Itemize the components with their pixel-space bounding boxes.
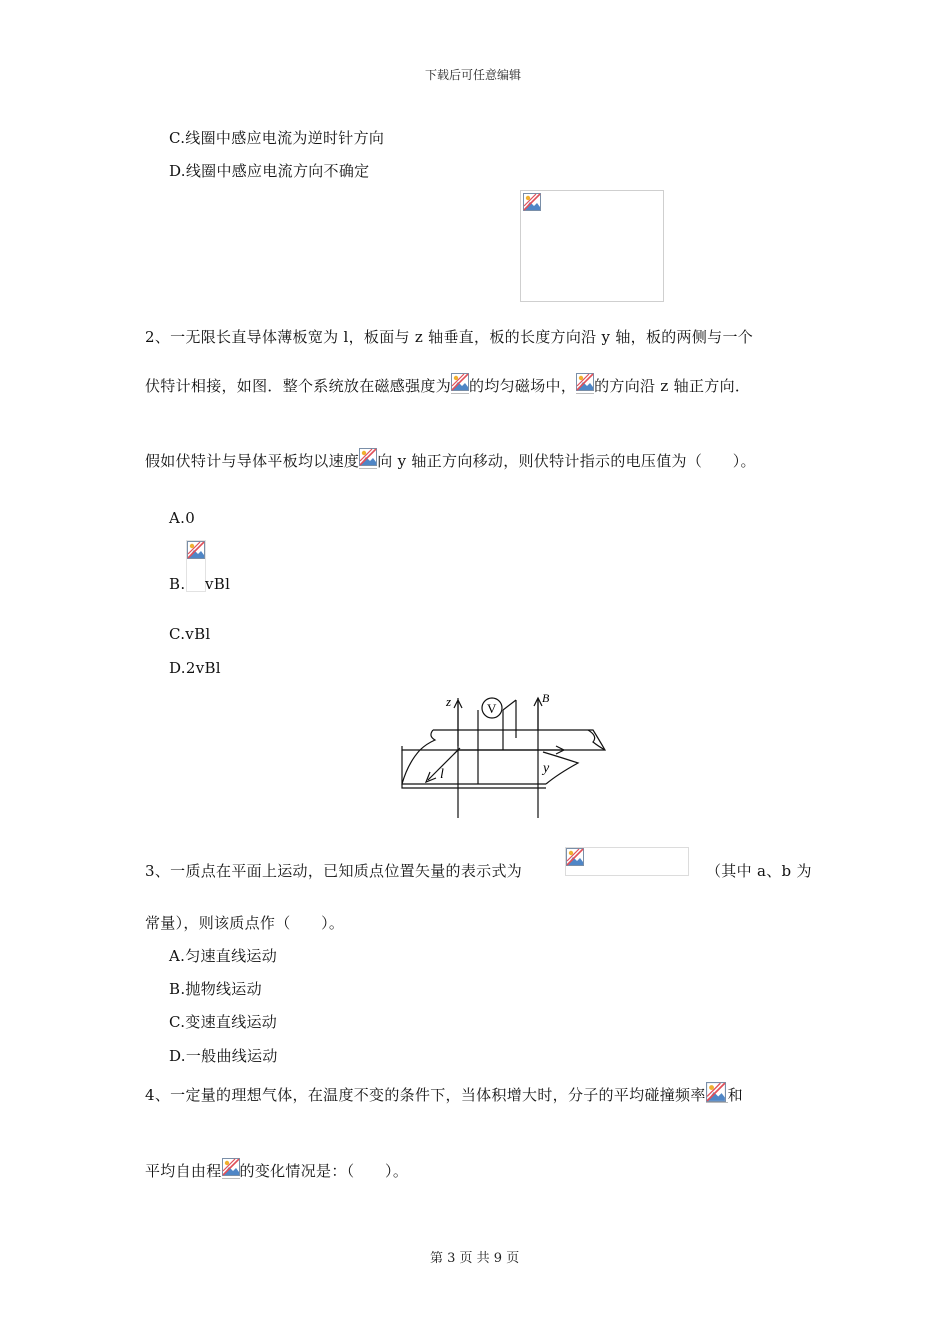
- q3-line1-b: （其中 a、b 为: [706, 862, 812, 880]
- q3-option-d: D.一般曲线运动: [169, 1047, 278, 1065]
- broken-image-icon: [566, 848, 584, 866]
- q3-line2: 常量），则该质点作（ ）。: [145, 914, 345, 932]
- q4-line1: [145, 1082, 743, 1105]
- q2-line3-a: 假如伏特计与导体平板均以速度: [145, 452, 360, 470]
- q2-line2-a: 伏特计相接，如图．整个系统放在磁感强度为: [145, 377, 452, 395]
- q2-option-a: A.0: [169, 509, 196, 527]
- q3-option-b: B.抛物线运动: [169, 980, 262, 998]
- q4-line1-b: 和: [727, 1086, 743, 1104]
- broken-image-icon: [576, 373, 594, 394]
- broken-image-icon: [451, 373, 469, 394]
- q1-option-d: D.线圈中感应电流方向不确定: [169, 162, 370, 180]
- q3-option-a: A.匀速直线运动: [169, 947, 278, 965]
- l-label: l: [440, 767, 444, 782]
- q2-line3: [145, 448, 756, 471]
- z-axis-label: z: [446, 694, 452, 709]
- q2-line2-b: 的均匀磁场中，: [469, 377, 577, 395]
- q2-line2-c: 的方向沿 z 轴正方向．: [594, 377, 751, 395]
- q4-line1-a: 4、一定量的理想气体，在温度不变的条件下，当体积增大时，分子的平均碰撞频率: [145, 1086, 706, 1104]
- q2-option-b-image: [186, 540, 206, 592]
- b-field-label: B: [542, 691, 550, 705]
- q2-line3-b: 向 y 轴正方向移动，则伏特计指示的电压值为（ ）。: [377, 452, 756, 470]
- page-footer: 第 3 页 共 9 页: [430, 1251, 520, 1266]
- q4-line2-b: 的变化情况是：（ ）。: [239, 1162, 409, 1180]
- broken-image-icon: [706, 1082, 728, 1103]
- q3-option-c: C.变速直线运动: [169, 1013, 278, 1031]
- q1-option-c: C.线圈中感应电流为逆时针方向: [169, 129, 385, 147]
- broken-image-icon: [359, 448, 377, 469]
- page-header: 下载后可任意编辑: [425, 68, 522, 82]
- broken-image-icon: [222, 1158, 240, 1179]
- q3-line1-a: 3、一质点在平面上运动，已知质点位置矢量的表示式为: [145, 862, 523, 880]
- q2-option-b-prefix: B.: [169, 575, 186, 593]
- q4-line2: [145, 1158, 408, 1181]
- y-axis-label: y: [543, 761, 550, 776]
- q2-line1: 2、一无限长直导体薄板宽为 l，板面与 z 轴垂直，板的长度方向沿 y 轴，板的两侧与一个: [145, 328, 754, 346]
- q4-line2-a: 平均自由程: [145, 1162, 222, 1180]
- q2-option-c: C.vBl: [169, 625, 211, 643]
- broken-image-icon: [523, 193, 541, 211]
- q1-figure-placeholder: [520, 190, 664, 302]
- voltmeter-label: V: [487, 701, 497, 716]
- q2-option-d: D.2vBl: [169, 659, 221, 677]
- q2-option-b-suffix: vBl: [205, 575, 231, 593]
- q3-formula-image: [565, 847, 689, 876]
- q2-figure: [398, 688, 610, 820]
- q2-line2: [145, 373, 750, 396]
- broken-image-icon: [187, 541, 205, 559]
